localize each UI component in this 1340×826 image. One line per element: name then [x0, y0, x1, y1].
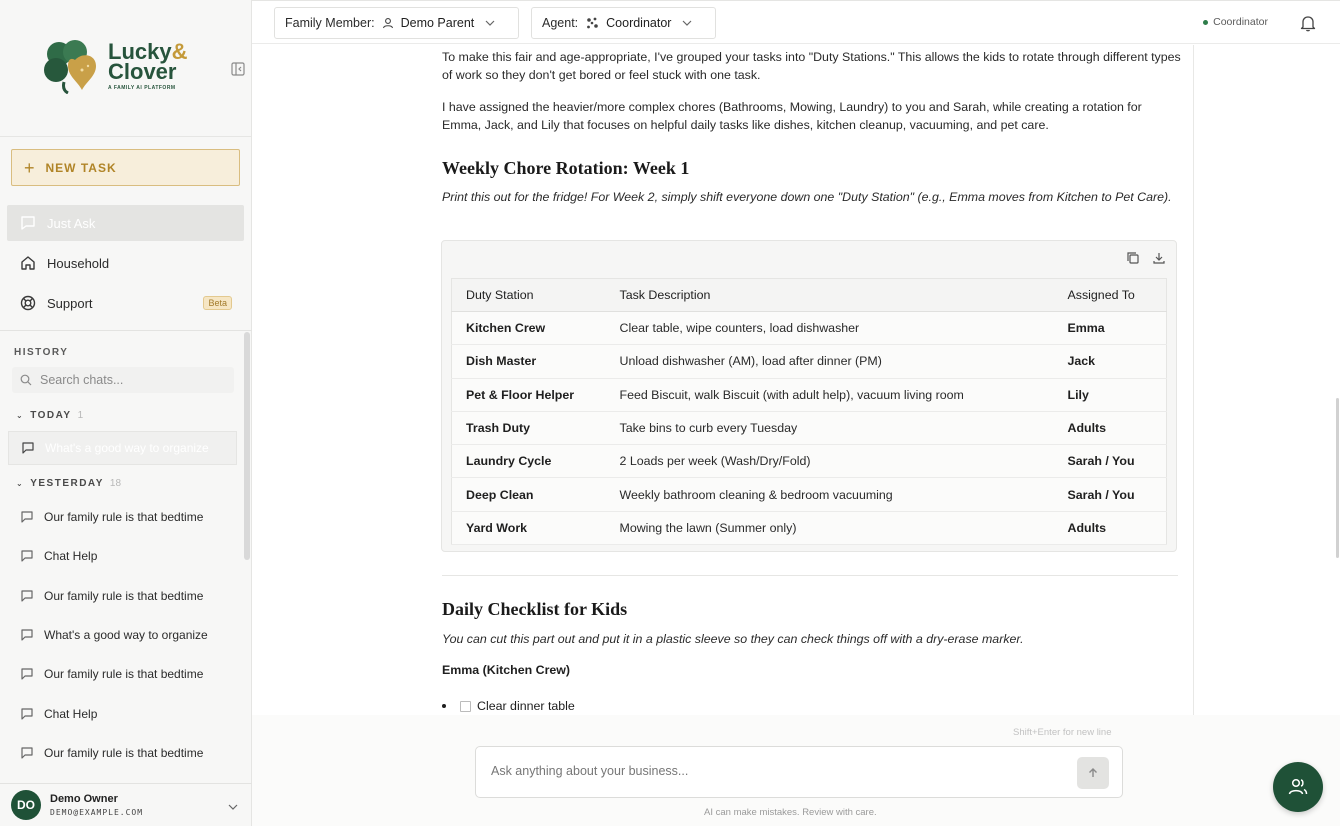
- table-cell: Laundry Cycle: [452, 445, 606, 478]
- table-cell: Yard Work: [452, 511, 606, 544]
- chat-history-title: Chat Help: [44, 707, 98, 721]
- newline-hint: Shift+Enter for new line: [1013, 727, 1112, 738]
- content-right-rule: [1193, 45, 1194, 715]
- table-row: [452, 511, 1167, 544]
- top-bar: [252, 0, 1340, 44]
- download-icon[interactable]: [1152, 251, 1166, 265]
- chat-history-item[interactable]: [8, 539, 237, 573]
- group-yesterday-label: YESTERDAY: [30, 478, 104, 489]
- table-cell: Deep Clean: [452, 478, 606, 511]
- table-actions: [1126, 251, 1166, 265]
- chat-history-title: Our family rule is that bedtime: [44, 667, 204, 681]
- table-row: [452, 345, 1167, 378]
- table-cell: Jack: [1054, 345, 1167, 378]
- daily-checklist-heading: Daily Checklist for Kids: [442, 599, 628, 619]
- chat-bubble-icon: [21, 441, 35, 455]
- clover-heart-icon: [42, 38, 104, 94]
- copy-icon[interactable]: [1126, 251, 1140, 265]
- nav-household[interactable]: [7, 245, 244, 281]
- emma-heading: Emma (Kitchen Crew): [442, 663, 571, 677]
- table-cell: Sarah / You: [1054, 445, 1167, 478]
- group-today[interactable]: [16, 410, 83, 421]
- chat-history-item[interactable]: [8, 579, 237, 613]
- chore-table-card: [441, 240, 1177, 552]
- sidebar: [0, 0, 252, 826]
- collapse-sidebar-icon[interactable]: [231, 62, 245, 76]
- chevron-down-icon: [228, 804, 238, 810]
- user-menu[interactable]: [0, 783, 252, 826]
- chat-history-item[interactable]: [8, 697, 237, 731]
- table-header-row: [452, 279, 1167, 312]
- chat-history-item[interactable]: [8, 618, 237, 652]
- table-row: [452, 445, 1167, 478]
- column-header: Duty Station: [452, 279, 606, 312]
- table-cell: Weekly bathroom cleaning & bedroom vacuuming: [606, 478, 1054, 511]
- send-button[interactable]: [1077, 757, 1109, 789]
- arrow-up-icon: [1087, 767, 1099, 779]
- chevron-down-icon: ⌄: [16, 479, 25, 488]
- agent-value: Coordinator: [606, 16, 672, 30]
- nav-just-ask[interactable]: [7, 205, 244, 241]
- brand-amp: &: [171, 38, 188, 64]
- bell-icon[interactable]: [1300, 14, 1316, 32]
- weekly-note: Print this out for the fridge! For Week 2, simply shift everyone down one "Duty Station" (e.g., Emma moves from Kitchen to Pet Care).: [442, 190, 1172, 204]
- chat-history-title: Our family rule is that bedtime: [44, 510, 204, 524]
- table-cell: Mowing the lawn (Summer only): [606, 511, 1054, 544]
- chat-bubble-icon: [20, 707, 34, 721]
- table-cell: Adults: [1054, 411, 1167, 444]
- sidebar-scrollbar[interactable]: [244, 332, 250, 560]
- table-cell: 2 Loads per week (Wash/Dry/Fold): [606, 445, 1054, 478]
- table-cell: Feed Biscuit, walk Biscuit (with adult help), vacuum living room: [606, 378, 1054, 411]
- chevron-down-icon: ⌄: [16, 411, 25, 420]
- chat-history-item[interactable]: [8, 431, 237, 465]
- user-icon: [382, 17, 394, 29]
- table-cell: Clear table, wipe counters, load dishwasher: [606, 312, 1054, 345]
- table-row: [452, 378, 1167, 411]
- status-dot: [1203, 20, 1208, 25]
- chat-history-item[interactable]: [8, 500, 237, 534]
- nav-support[interactable]: [7, 285, 244, 321]
- house-icon: [19, 254, 37, 272]
- group-today-count: 1: [77, 410, 84, 421]
- brand-wordmark: [108, 38, 188, 91]
- composer-area: [252, 715, 1340, 826]
- table-row: [452, 478, 1167, 511]
- checklist-item: [442, 699, 575, 713]
- nav-household-label: Household: [47, 255, 110, 271]
- brand-logo[interactable]: [42, 38, 187, 94]
- table-cell: Unload dishwasher (AM), load after dinner (PM): [606, 345, 1054, 378]
- daily-note: You can cut this part out and put it in a plastic sleeve so they can check things off with a dry-erase marker.: [442, 632, 1024, 646]
- table-cell: Kitchen Crew: [452, 312, 606, 345]
- message-paragraph: I have assigned the heavier/more complex chores (Bathrooms, Mowing, Laundry) to you and Sarah, while creating a rotation for Emma, Jack, and Lily that focuses on helpful daily tasks like dishes, kitchen cleanup, vacuuming, and pet care.: [442, 100, 1142, 132]
- agent-label: Agent:: [542, 16, 579, 30]
- plus-icon: +: [24, 157, 36, 178]
- column-header: Task Description: [606, 279, 1054, 312]
- section-divider: [442, 575, 1178, 576]
- table-cell: Take bins to curb every Tuesday: [606, 411, 1054, 444]
- brand-name-lucky: Lucky: [108, 38, 172, 64]
- checkbox[interactable]: [460, 701, 471, 712]
- chat-history-title: What's a good way to organize: [45, 441, 209, 455]
- nav-support-label: Support: [47, 295, 93, 311]
- ai-disclaimer: AI can make mistakes. Review with care.: [704, 807, 877, 818]
- checklist-item-label: Clear dinner table: [477, 699, 575, 713]
- chat-history-item[interactable]: [8, 657, 237, 691]
- user-info: [50, 793, 143, 817]
- search-icon: [20, 374, 32, 386]
- chat-history-title: What's a good way to organize: [44, 628, 208, 642]
- table-row: [452, 312, 1167, 345]
- group-yesterday-count: 18: [109, 478, 122, 489]
- group-today-label: TODAY: [30, 410, 72, 421]
- sidebar-divider: [0, 330, 252, 331]
- new-task-button[interactable]: [11, 149, 240, 186]
- column-header: Assigned To: [1054, 279, 1167, 312]
- family-member-value: Demo Parent: [400, 16, 475, 30]
- users-icon: [1287, 776, 1309, 798]
- lifebuoy-icon: [19, 294, 37, 312]
- weekly-rotation-heading: Weekly Chore Rotation: Week 1: [442, 158, 690, 178]
- chat-search-input[interactable]: [12, 367, 234, 393]
- table-cell: Adults: [1054, 511, 1167, 544]
- table-cell: Lily: [1054, 378, 1167, 411]
- message-input[interactable]: [491, 764, 1051, 778]
- history-heading: HISTORY: [14, 347, 69, 358]
- beta-badge: Beta: [203, 296, 232, 310]
- table-cell: Sarah / You: [1054, 478, 1167, 511]
- table-cell: Trash Duty: [452, 411, 606, 444]
- chat-bubble-icon: [20, 510, 34, 524]
- chat-bubble-icon: [20, 628, 34, 642]
- chat-bubble-icon: [20, 746, 34, 760]
- chat-bubble-icon: [20, 549, 34, 563]
- content-scrollbar[interactable]: [1336, 398, 1339, 558]
- message-composer: [475, 746, 1123, 798]
- nav-just-ask-label: Just Ask: [47, 215, 96, 231]
- chevron-down-icon: [485, 20, 495, 26]
- user-name: Demo Owner: [50, 793, 118, 805]
- chat-bubble-icon: [20, 589, 34, 603]
- table-cell: Dish Master: [452, 345, 606, 378]
- chevron-down-icon: [682, 20, 692, 26]
- chat-message-area: [252, 45, 1340, 715]
- table-row: [452, 411, 1167, 444]
- agent-network-icon: [585, 16, 599, 30]
- chore-table: [451, 278, 1167, 545]
- chat-bubble-icon: [20, 667, 34, 681]
- agent-select[interactable]: [531, 7, 716, 39]
- group-yesterday[interactable]: [16, 478, 121, 489]
- family-member-select[interactable]: [274, 7, 519, 39]
- chat-history-title: Chat Help: [44, 549, 98, 563]
- chat-history-title: Our family rule is that bedtime: [44, 746, 204, 760]
- family-member-label: Family Member:: [285, 16, 375, 30]
- chat-history-title: Our family rule is that bedtime: [44, 589, 204, 603]
- message-paragraph: To make this fair and age-appropriate, I've grouped your tasks into "Duty Stations." This allows the kids to rotate through different types of work so they don't get bored or feel stuck with one task.: [442, 50, 1181, 82]
- table-cell: Pet & Floor Helper: [452, 378, 606, 411]
- user-email: DEMO@EXAMPLE.COM: [50, 808, 144, 817]
- new-task-label: NEW TASK: [45, 160, 117, 175]
- agent-status-label: Coordinator: [1213, 16, 1268, 28]
- chat-history-item[interactable]: [8, 736, 237, 770]
- brand-name-clover: Clover: [108, 58, 177, 84]
- family-members-button[interactable]: [1273, 762, 1323, 812]
- agent-status: [1203, 16, 1268, 28]
- bullet: [442, 704, 446, 708]
- chat-square-icon: [19, 214, 37, 232]
- table-cell: Emma: [1054, 312, 1167, 345]
- brand-tagline: A FAMILY AI PLATFORM: [108, 84, 176, 91]
- avatar: DO: [11, 790, 41, 820]
- chat-search-placeholder: Search chats...: [40, 373, 124, 387]
- logo-area: [0, 0, 251, 137]
